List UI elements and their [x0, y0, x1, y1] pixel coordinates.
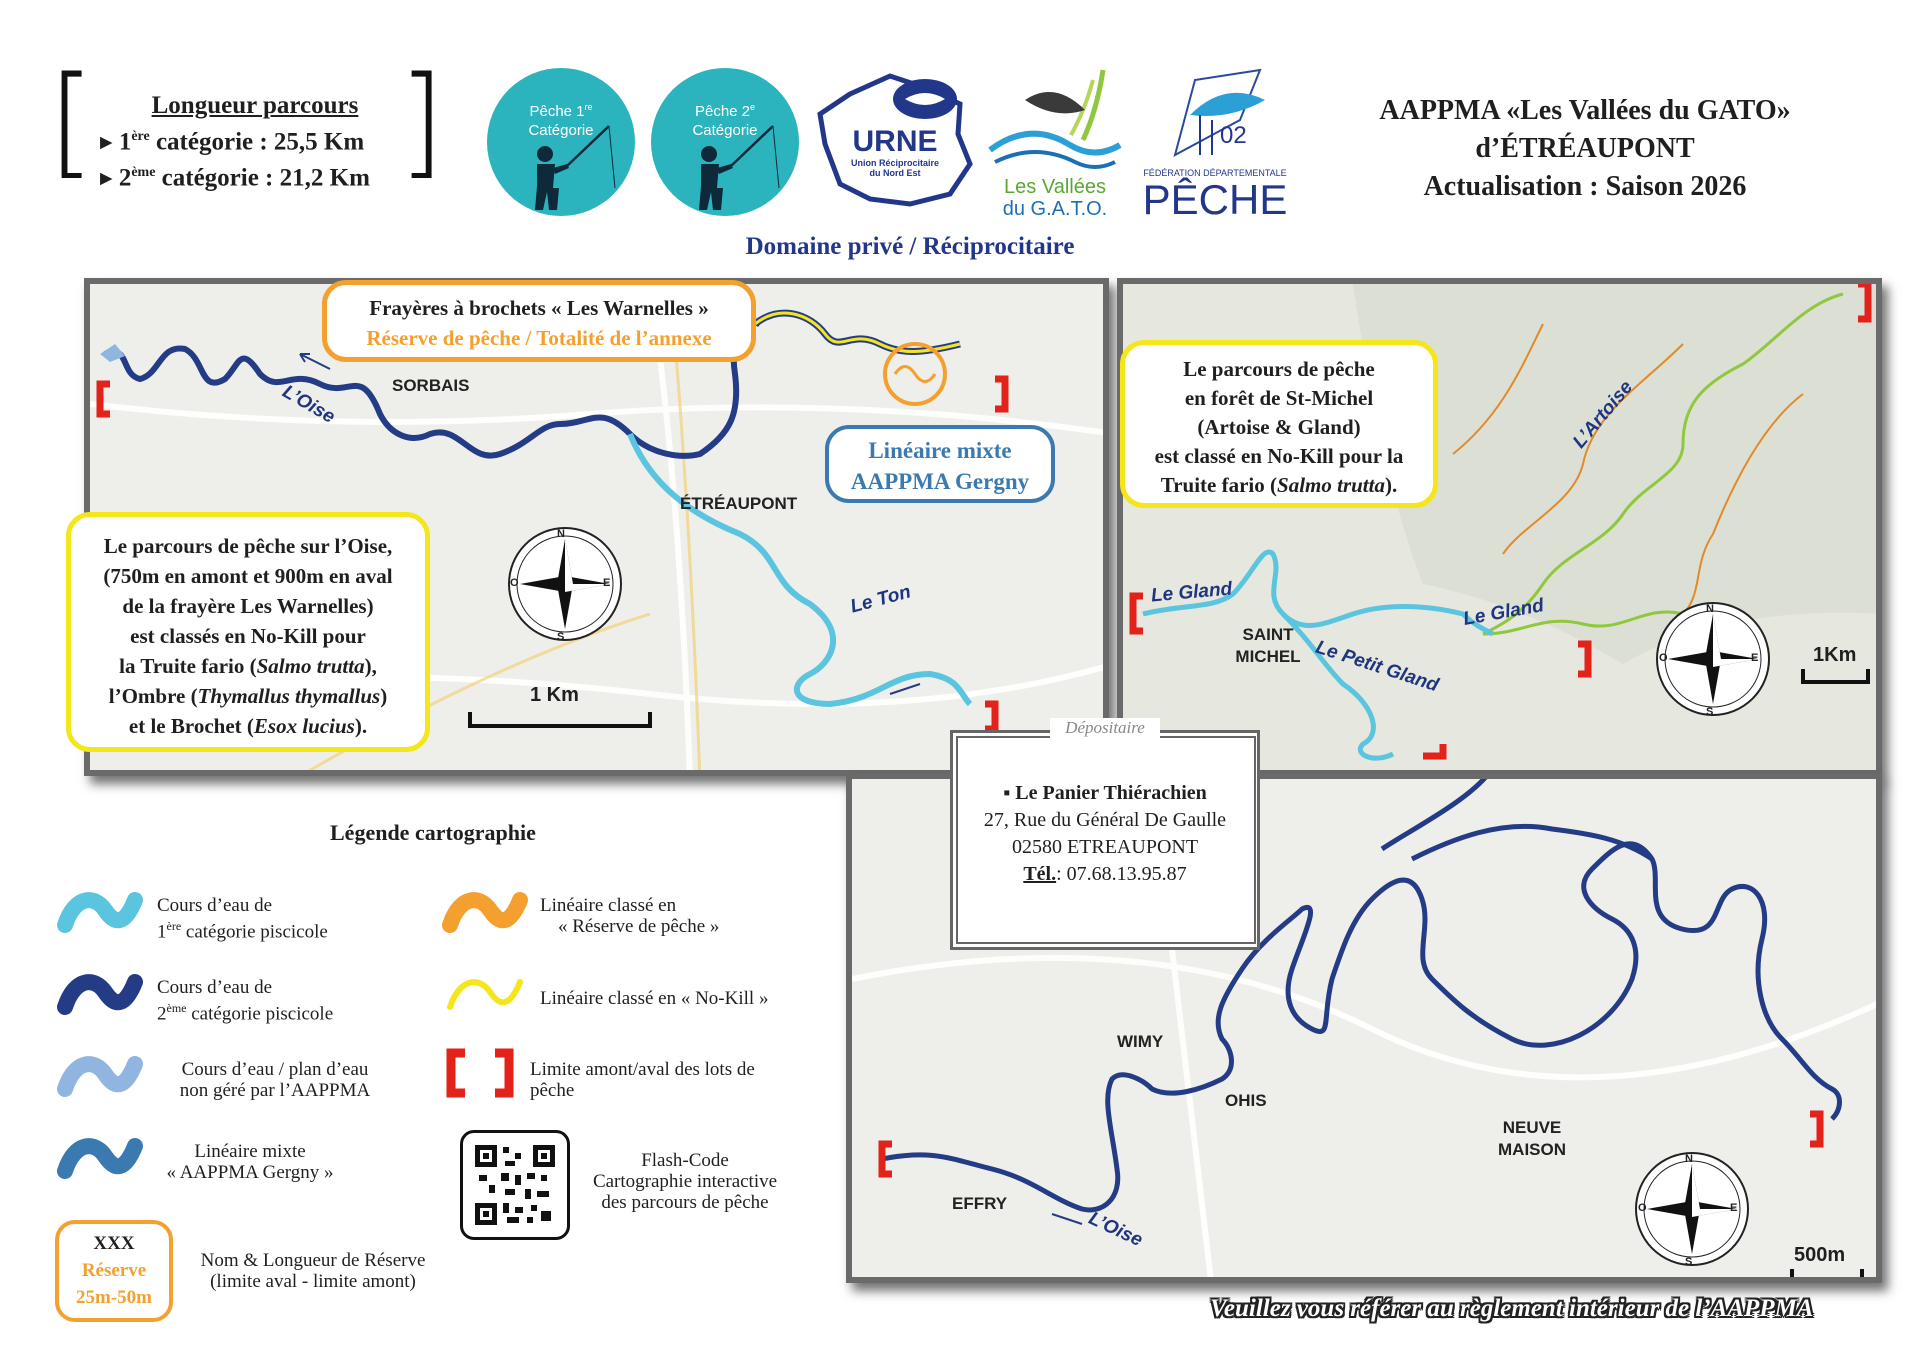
scale-bar — [1803, 669, 1868, 682]
legend-title: Légende cartographie — [330, 820, 536, 845]
compass-n: N — [1706, 603, 1714, 615]
compass-o: O — [1659, 652, 1668, 664]
depositaire-name: ▪ Le Panier Thiérachien — [1003, 782, 1207, 804]
legend-cat2: Cours d’eau de 2ème catégorie piscicole — [157, 977, 334, 1025]
depositaire-box: Dépositaire ▪ Le Panier Thiérachien 27, Rue du Général De Gaulle 02580 ETREAUPONT Tél.: 07.68.13.95.87 — [950, 730, 1260, 950]
oise-nokill-callout: Le parcours de pêche sur l’Oise, (750m en amont et 900m en aval de la frayère Les Warnelles) est classés en No-Kill pour la Truite fario (Salmo trutta), l’Ombre (Thymallus thymallus) et le Brochet (Esox lucius). — [66, 512, 430, 752]
legend-swatches-right — [440, 885, 550, 1145]
limit-marker — [1810, 1114, 1820, 1144]
length-summary — [95, 90, 415, 194]
river-label-petit-gland: Le Petit Gland — [1313, 636, 1442, 697]
reserve-name-sample: XXX Réserve 25m-50m — [55, 1220, 173, 1322]
compass-o: O — [510, 577, 519, 589]
town-etreaupont: ÉTRÉAUPONT — [680, 494, 798, 513]
scale-label: 1Km — [1813, 644, 1857, 666]
compass-o: O — [1638, 1202, 1647, 1214]
river-label-ton: Le Ton — [848, 581, 914, 618]
legend-nokill: Linéaire classé en « No-Kill » — [540, 988, 769, 1009]
fisherman-icon — [651, 68, 799, 216]
river-label-artoise: L’Artoise — [1569, 376, 1638, 453]
compass-e: E — [603, 577, 611, 589]
page-title: AAPPMA «Les Vallées du GATO» d’ÉTRÉAUPONT Actualisation : Saison 2026 — [1379, 95, 1791, 202]
compass-e: E — [1751, 652, 1759, 664]
town-wimy: WIMY — [1117, 1032, 1164, 1051]
saint-michel-nokill-callout: Le parcours de pêche en forêt de St-Michel (Artoise & Gland) est classé en No-Kill pour la Truite fario (Salmo trutta). — [1120, 340, 1438, 508]
fish-waves-icon — [985, 60, 1125, 170]
right-bracket: ] — [398, 52, 445, 191]
depositaire-phone: Tél.: 07.68.13.95.87 — [1023, 863, 1187, 885]
legend-non-gere: Cours d’eau / plan d’eau non géré par l’AAPPMA — [179, 1059, 371, 1101]
peche-2-logo: Pêche 2e Catégorie — [651, 68, 799, 216]
scale-label: 1 Km — [530, 684, 579, 706]
river-label-oise: L’Oise — [278, 381, 339, 428]
legend-cat1: Cours d’eau de 1ère catégorie piscicole — [157, 895, 328, 943]
compass-e: E — [1730, 1202, 1738, 1214]
limit-marker — [1423, 744, 1443, 756]
peche-1-logo: Pêche 1re Catégorie — [487, 68, 635, 216]
left-bracket: [ — [48, 52, 95, 191]
length-cat2: ▸ 2ème catégorie : 21,2 Km — [100, 164, 370, 192]
limit-marker — [100, 384, 110, 414]
length-cat1: ▸ 1ère catégorie : 25,5 Km — [100, 128, 365, 156]
frayeres-callout: Frayères à brochets « Les Warnelles » Réserve de pêche / Totalité de l’annexe — [322, 280, 756, 362]
gato-logo: Les Vallées du G.A.T.O. — [985, 60, 1125, 230]
legend-mixte: Linéaire mixte « AAPPMA Gergny » — [166, 1141, 334, 1183]
footer-note: Veuillez vous référer au règlement intérieur de l’AAPPMA — [1210, 1295, 1814, 1322]
limit-marker — [995, 379, 1005, 409]
legend-nom-reserve: Nom & Longueur de Réserve (limite aval - limite amont) — [200, 1250, 426, 1292]
legend-limite: Limite amont/aval des lots de pêche — [530, 1059, 755, 1101]
compass-s: S — [557, 631, 565, 643]
qr-code[interactable] — [460, 1130, 570, 1240]
river-label-gland-west: Le Gland — [1150, 578, 1234, 607]
compass-s: S — [1706, 706, 1714, 718]
scale-bar — [470, 712, 650, 726]
compass-n: N — [1685, 1153, 1693, 1165]
town-effry: EFFRY — [952, 1194, 1008, 1213]
river-label-oise: L’Oise — [1085, 1208, 1146, 1252]
river-label-gland-east: Le Gland — [1461, 595, 1546, 630]
federation-peche-logo: 02 FÉDÉRATION DÉPARTEMENTALE PÊCHE — [1140, 60, 1290, 230]
mixte-callout: Linéaire mixte AAPPMA Gergny — [825, 425, 1055, 503]
town-ohis: OHIS — [1225, 1091, 1267, 1110]
urne-logo: URNE Union Réciprocitaire du Nord Est — [810, 64, 980, 214]
fisherman-icon — [487, 68, 635, 216]
depositaire-label: Dépositaire — [1050, 718, 1160, 738]
compass-n: N — [557, 528, 565, 540]
compass-s: S — [1685, 1256, 1693, 1268]
limit-marker — [1578, 644, 1588, 674]
qr-code-icon — [475, 1145, 555, 1225]
scale-bar — [1792, 1269, 1862, 1282]
legend-reserve: Linéaire classé en « Réserve de pêche » — [540, 895, 720, 937]
town-sorbais: SORBAIS — [392, 376, 470, 395]
limit-marker — [985, 704, 995, 729]
town-neuve-maison: NEUVE MAISON — [1498, 1118, 1566, 1159]
domaine-label: Domaine privé / Réciprocitaire — [745, 233, 1075, 260]
fish-icon — [1140, 60, 1290, 170]
town-saint-michel: SAINT MICHEL — [1235, 625, 1301, 666]
urne-name: URNE — [852, 125, 938, 158]
legend-flash-code: Flash-Code Cartographie interactive des parcours de pêche — [592, 1150, 778, 1213]
limit-icon — [451, 1053, 509, 1093]
limit-marker — [1133, 596, 1143, 631]
scale-label: 500m — [1794, 1244, 1846, 1266]
length-title: Longueur parcours — [151, 92, 359, 119]
